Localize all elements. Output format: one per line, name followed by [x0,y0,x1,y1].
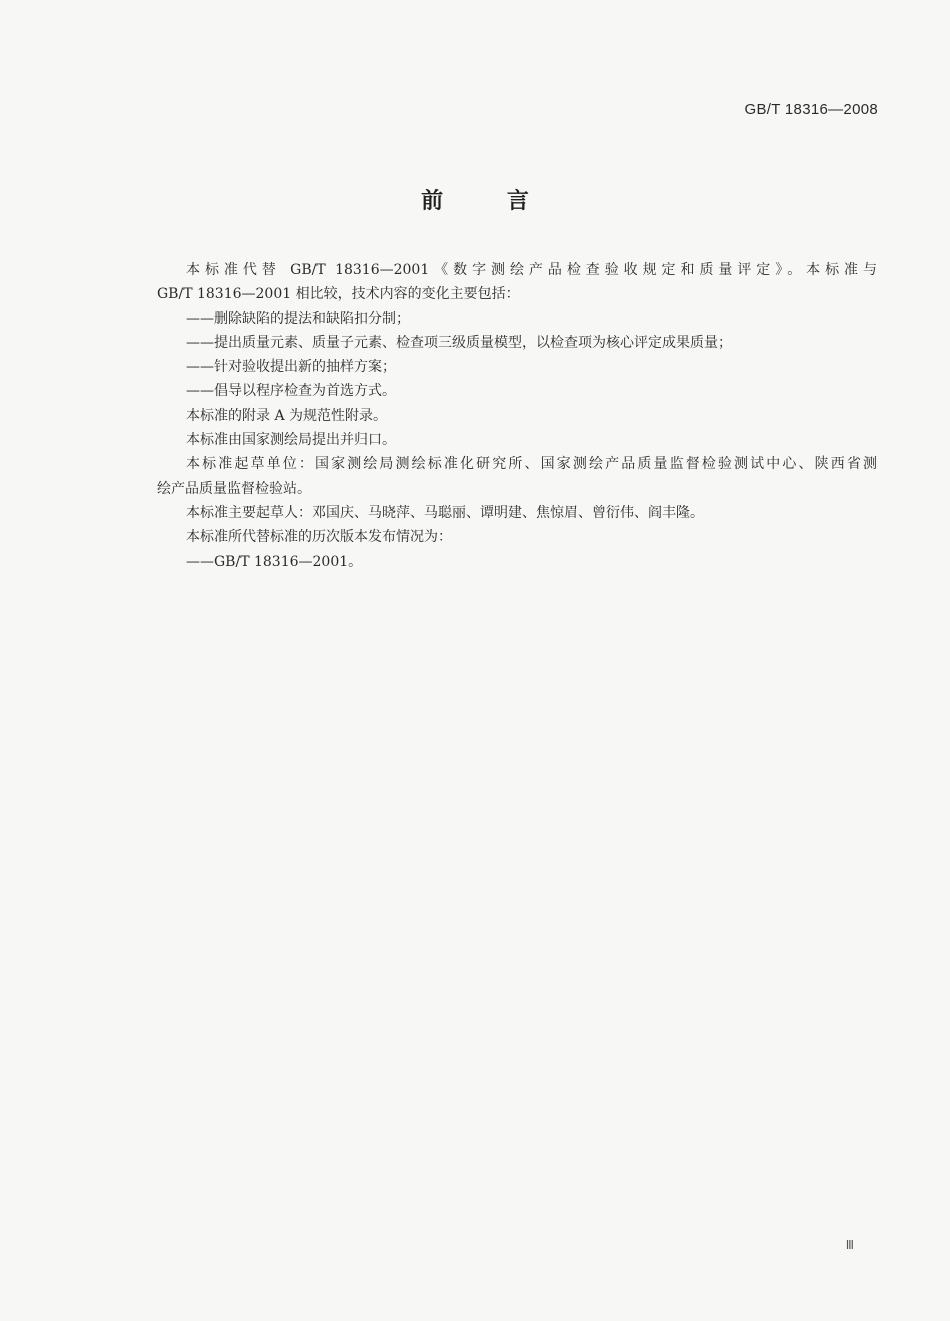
paragraph-proposer: 本标准由国家测绘局提出并归口。 [186,432,396,449]
paragraph-drafters: 本标准主要起草人：邓国庆、马晓萍、马聪丽、谭明建、焦惊眉、曾衍伟、阎丰隆。 [186,504,704,521]
paragraph-drafting-units: 本标准起草单位：国家测绘局测绘标准化研究所、国家测绘产品质量监督检验测试中心、陕西省测 [186,456,877,473]
paragraph-history: 本标准所代替标准的历次版本发布情况为： [186,529,452,546]
page-number: Ⅲ [845,1238,854,1252]
change-item: ——针对验收提出新的抽样方案； [186,359,396,376]
paragraph-drafting-units-cont: 绘产品质量监督检验站。 [157,480,311,497]
paragraph-appendix: 本标准的附录 A 为规范性附录。 [186,407,388,424]
paragraph-replaces-standard-cont: GB/T 18316—2001 相比较，技术内容的变化主要包括： [157,286,520,303]
change-item: ——删除缺陷的提法和缺陷扣分制； [186,310,410,327]
page-title: 前 言 [421,188,557,214]
history-item: ——GB/T 18316—2001。 [186,553,363,570]
change-item: ——提出质量元素、质量子元素、检查项三级质量模型，以检查项为核心评定成果质量； [186,334,732,351]
change-item: ——倡导以程序检查为首选方式。 [186,383,396,400]
paragraph-replaces-standard: 本标准代替 GB/T 18316—2001《数字测绘产品检查验收规定和质量评定》。本标准与 [186,262,877,278]
standard-code: GB/T 18316—2008 [744,101,878,118]
foreword-body [157,258,877,574]
